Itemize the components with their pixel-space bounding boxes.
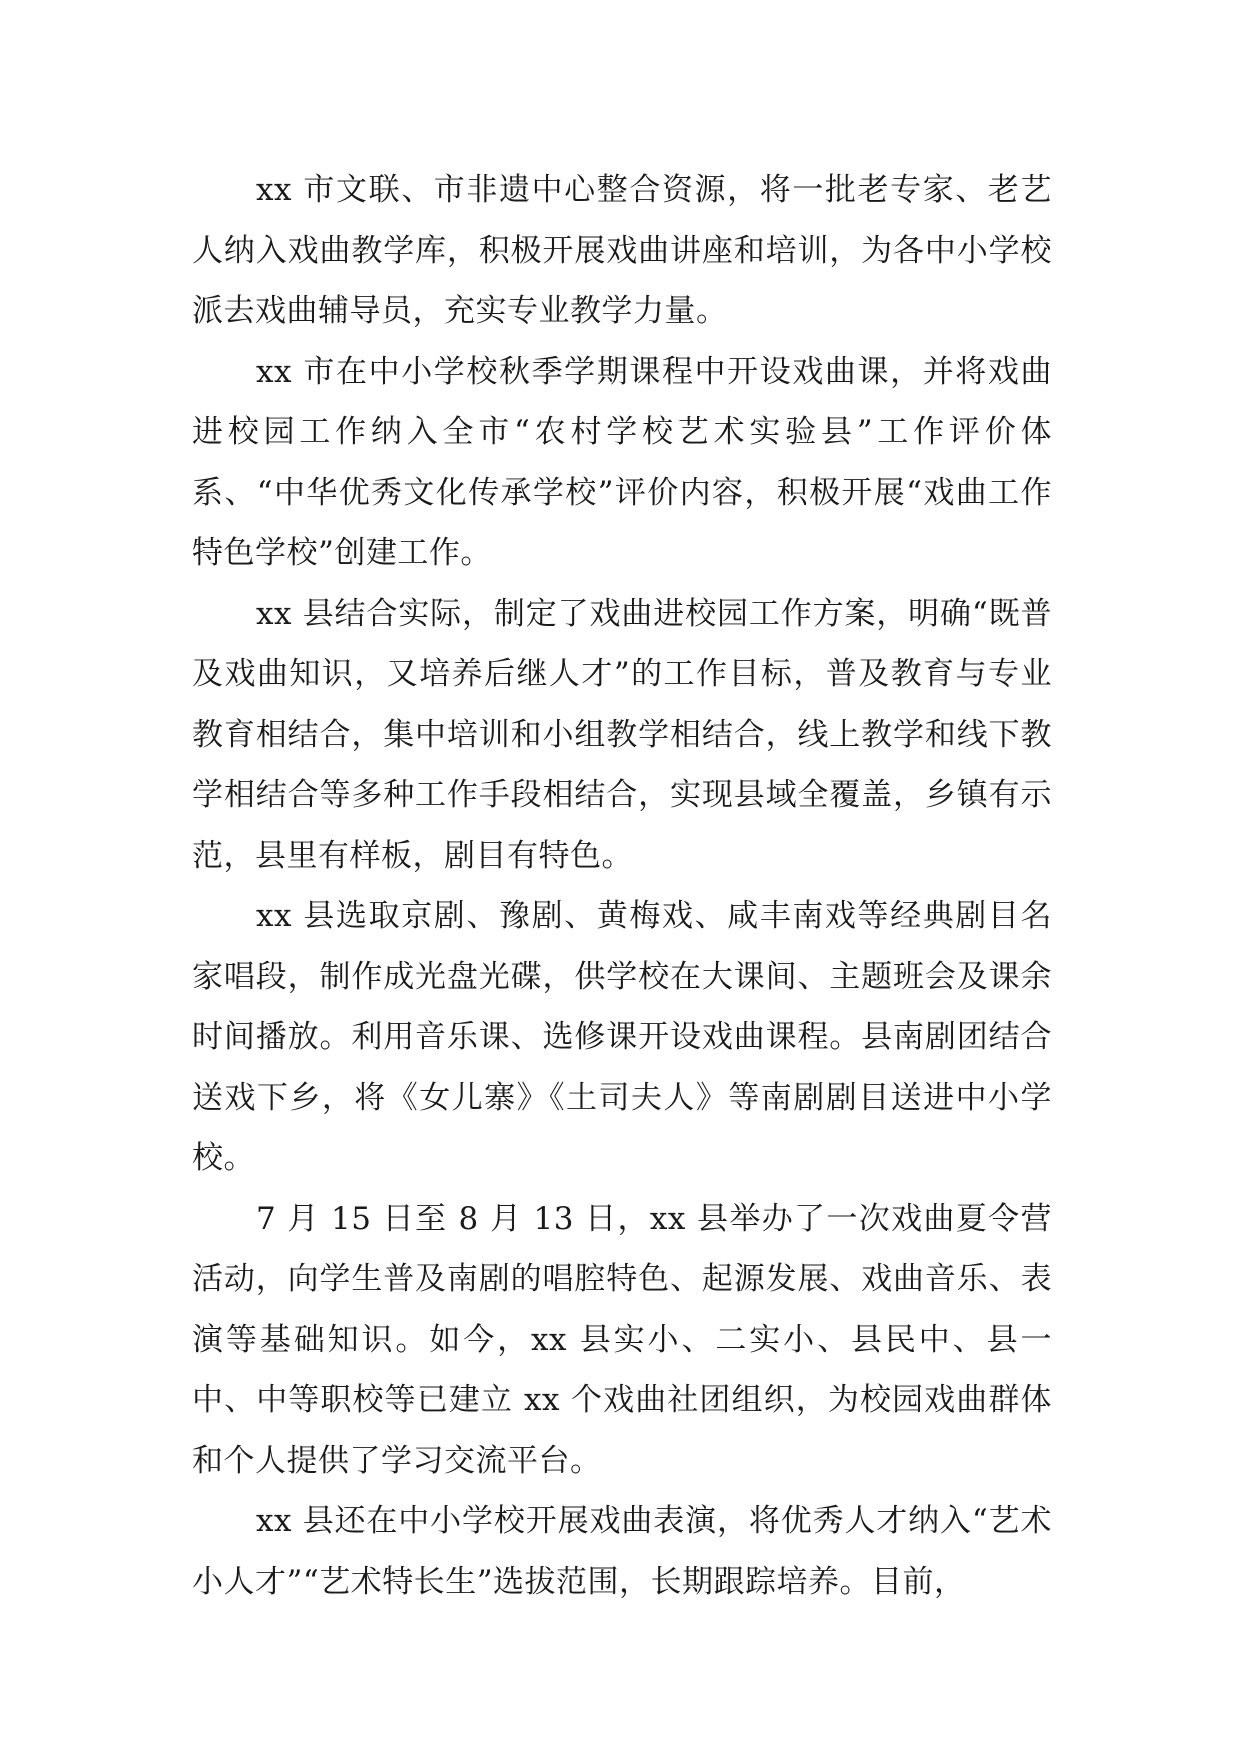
paragraph-5: 7 月 15 日至 8 月 13 日，xx 县举办了一次戏曲夏令营活动，向学生普及南剧的唱腔特色、起源发展、戏曲音乐、表演等基础知识。如今，xx 县实小、二实小、县民中、县一中、中等职校等已建立 xx 个戏曲社团组织，为校园戏曲群体和个人提供了学习交流平台。: [192, 1200, 1052, 1479]
document-body: [192, 160, 1052, 1612]
paragraph-6: xx 县还在中小学校开展戏曲表演，将优秀人才纳入“艺术小人才”“艺术特长生”选拔范围，长期跟踪培养。目前，: [192, 1503, 1052, 1600]
paragraph-4: xx 县选取京剧、豫剧、黄梅戏、咸丰南戏等经典剧目名家唱段，制作成光盘光碟，供学校在大课间、主题班会及课余时间播放。利用音乐课、选修课开设戏曲课程。县南剧团结合送戏下乡，将《女儿寨》《土司夫人》等南剧剧目送进中小学校。: [192, 898, 1052, 1176]
paragraph-3: xx 县结合实际，制定了戏曲进校园工作方案，明确“既普及戏曲知识，又培养后继人才”的工作目标，普及教育与专业教育相结合，集中培训和小组教学相结合，线上教学和线下教学相结合等多种工作手段相结合，实现县域全覆盖，乡镇有示范，县里有样板，剧目有特色。: [192, 595, 1052, 874]
paragraph-2: xx 市在中小学校秋季学期课程中开设戏曲课，并将戏曲进校园工作纳入全市“农村学校艺术实验县”工作评价体系、“中华优秀文化传承学校”评价内容，积极开展“戏曲工作特色学校”创建工作。: [192, 353, 1052, 571]
paragraph-1: xx 市文联、市非遗中心整合资源，将一批老专家、老艺人纳入戏曲教学库，积极开展戏曲讲座和培训，为各中小学校派去戏曲辅导员，充实专业教学力量。: [192, 172, 1052, 329]
